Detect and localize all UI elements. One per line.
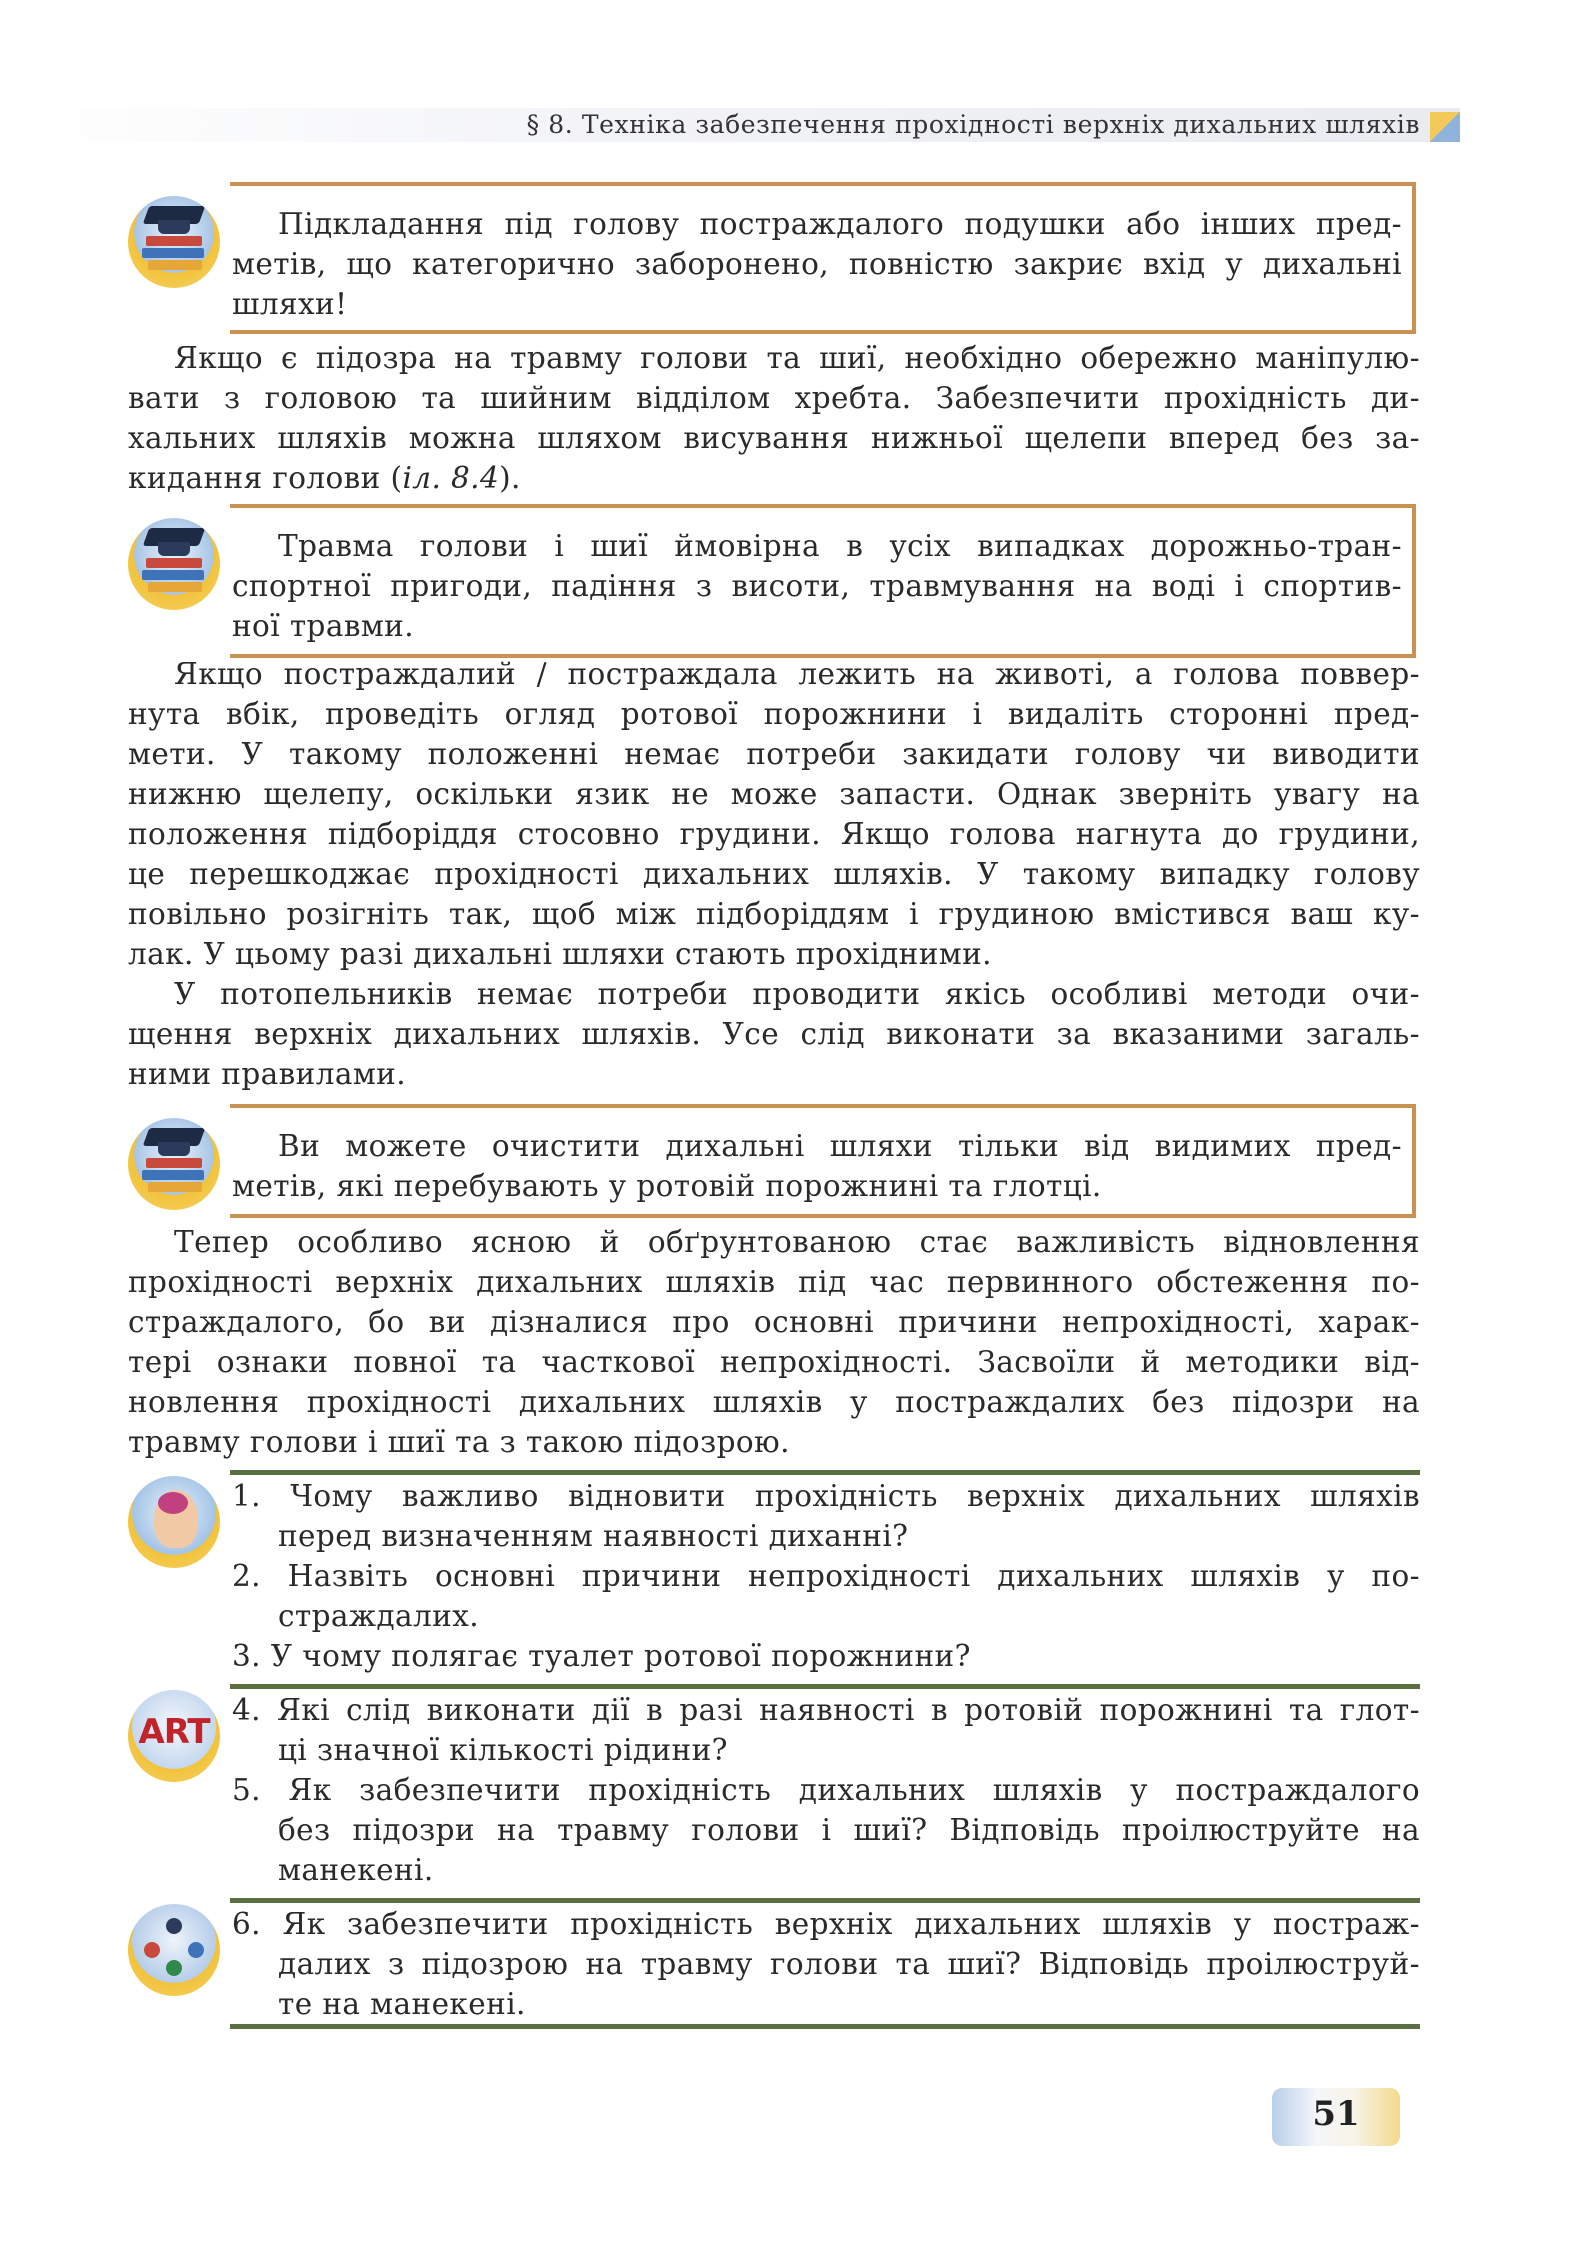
question-line: 1. Чому важливо відновити прохідність верхніх дихальних шляхів xyxy=(232,1479,1420,1513)
text-line: У потопельників немає потреби проводити якісь особливі методи очи- xyxy=(174,977,1420,1011)
text-line: новлення прохідності дихальних шляхів у постраждалих без підозри на xyxy=(128,1385,1420,1419)
note-line: метів, що категорично заборонено, повністю закриє вхід у дихальні xyxy=(232,247,1402,281)
text-line: мети. У такому положенні немає потреби закидати голову чи виводити xyxy=(128,737,1420,771)
text-line: хальних шляхів можна шляхом висування нижньої щелепи вперед без за- xyxy=(128,421,1420,455)
question-line: 3. У чому полягає туалет ротової порожнини? xyxy=(232,1639,971,1673)
note-2 xyxy=(232,526,1402,646)
paragraph-1 xyxy=(128,338,1420,498)
note-line: Ви можете очистити дихальні шляхи тільки від видимих пред- xyxy=(278,1129,1402,1163)
question-line: перед визначенням наявності диханні? xyxy=(278,1519,909,1553)
text-line: прохідності верхніх дихальних шляхів під час первинного обстеження по- xyxy=(128,1265,1420,1299)
illustration-ref: іл. 8.4 xyxy=(402,461,500,495)
teamwork-icon xyxy=(128,1904,220,1996)
art-icon xyxy=(128,1690,220,1782)
question-line: 4. Які слід виконати дії в разі наявності в ротовій порожнині та глот- xyxy=(232,1693,1420,1727)
text-line: ними правилами. xyxy=(128,1057,407,1091)
thinking-head-icon xyxy=(128,1476,220,1568)
text-line: нижню щелепу, оскільки язик не може запасти. Однак зверніть увагу на xyxy=(128,777,1420,811)
question-1 xyxy=(232,1476,1420,1556)
question-line: ці значної кількості рідини? xyxy=(278,1733,728,1767)
text-line: повільно розігніть так, щоб між підборіддям і грудиною вмістився ваш ку- xyxy=(128,897,1420,931)
questions-divider xyxy=(230,2024,1420,2029)
question-line: 6. Як забезпечити прохідність верхніх дихальних шляхів у постраж- xyxy=(232,1907,1420,1941)
question-2 xyxy=(232,1556,1420,1636)
question-line: далих з підозрою на травму голови та шиї? Відповідь проілюструй- xyxy=(278,1947,1420,1981)
text-line: страждалого, бо ви дізналися про основні причини непрохідності, харак- xyxy=(128,1305,1420,1339)
question-6 xyxy=(232,1904,1420,2024)
question-line: без підозри на травму голови і шиї? Відповідь проілюструйте на xyxy=(278,1813,1420,1847)
note-line: шляхи! xyxy=(232,287,348,321)
text-line: вати з головою та шийним відділом хребта. Забезпечити прохідність ди- xyxy=(128,381,1420,415)
note-line: ної травми. xyxy=(232,609,415,643)
note-3 xyxy=(232,1126,1402,1206)
text-line: лак. У цьому разі дихальні шляхи стають прохідними. xyxy=(128,937,992,971)
text-line: травму голови і шиї та з такою підозрою. xyxy=(128,1425,790,1459)
questions-divider xyxy=(230,1898,1420,1903)
question-3 xyxy=(232,1636,1420,1676)
paragraph-3 xyxy=(128,974,1420,1094)
text-line: це перешкоджає прохідності дихальних шляхів. У такому випадку голову xyxy=(128,857,1420,891)
question-line: 5. Як забезпечити прохідність дихальних шляхів у постраждалого xyxy=(232,1773,1420,1807)
questions-divider xyxy=(230,1470,1420,1475)
graduation-cap-books-icon xyxy=(128,1118,220,1210)
text-line: Тепер особливо ясною й обґрунтованою стає важливість відновлення xyxy=(174,1225,1420,1259)
paragraph-4 xyxy=(128,1222,1420,1462)
note-1 xyxy=(232,204,1402,324)
graduation-cap-books-icon xyxy=(128,518,220,610)
header-corner-flag xyxy=(1430,112,1460,142)
text-line: тері ознаки повної та часткової непрохідності. Засвоїли й методики від- xyxy=(128,1345,1420,1379)
question-line: страждалих. xyxy=(278,1599,480,1633)
art-label: ART xyxy=(138,1712,210,1752)
paragraph-2 xyxy=(128,654,1420,974)
text-line: положення підборіддя стосовно грудини. Якщо голова нагнута до грудини, xyxy=(128,817,1420,851)
text-line: щення верхніх дихальних шляхів. Усе слід виконати за вказаними загаль- xyxy=(128,1017,1420,1051)
note-line: Підкладання під голову постраждалого подушки або інших пред- xyxy=(278,207,1402,241)
text-line: Якщо постраждалий / постраждала лежить на животі, а голова поввер- xyxy=(174,657,1420,691)
note-line: метів, які перебувають у ротовій порожнині та глотці. xyxy=(232,1169,1102,1203)
question-line: 2. Назвіть основні причини непрохідності дихальних шляхів у по- xyxy=(232,1559,1420,1593)
note-line: Травма голови і шиї ймовірна в усіх випадках дорожньо-тран- xyxy=(278,529,1402,563)
graduation-cap-books-icon xyxy=(128,196,220,288)
note-line: спортної пригоди, падіння з висоти, травмування на воді і спортив- xyxy=(232,569,1402,603)
text-line: Якщо є підозра на травму голови та шиї, необхідно обережно маніпулю- xyxy=(174,341,1420,375)
question-5 xyxy=(232,1770,1420,1890)
question-line: манекені. xyxy=(278,1853,434,1887)
running-header: § 8. Техніка забезпечення прохідності верхніх дихальних шляхів xyxy=(526,110,1420,139)
question-line: те на манекені. xyxy=(278,1987,526,2021)
text-line: нута вбік, проведіть огляд ротової порожнини і видаліть сторонні пред- xyxy=(128,697,1420,731)
page-number: 51 xyxy=(1312,2094,1360,2134)
questions-divider xyxy=(230,1684,1420,1689)
question-4 xyxy=(232,1690,1420,1770)
text-line: кидання голови (іл. 8.4). xyxy=(128,461,521,495)
